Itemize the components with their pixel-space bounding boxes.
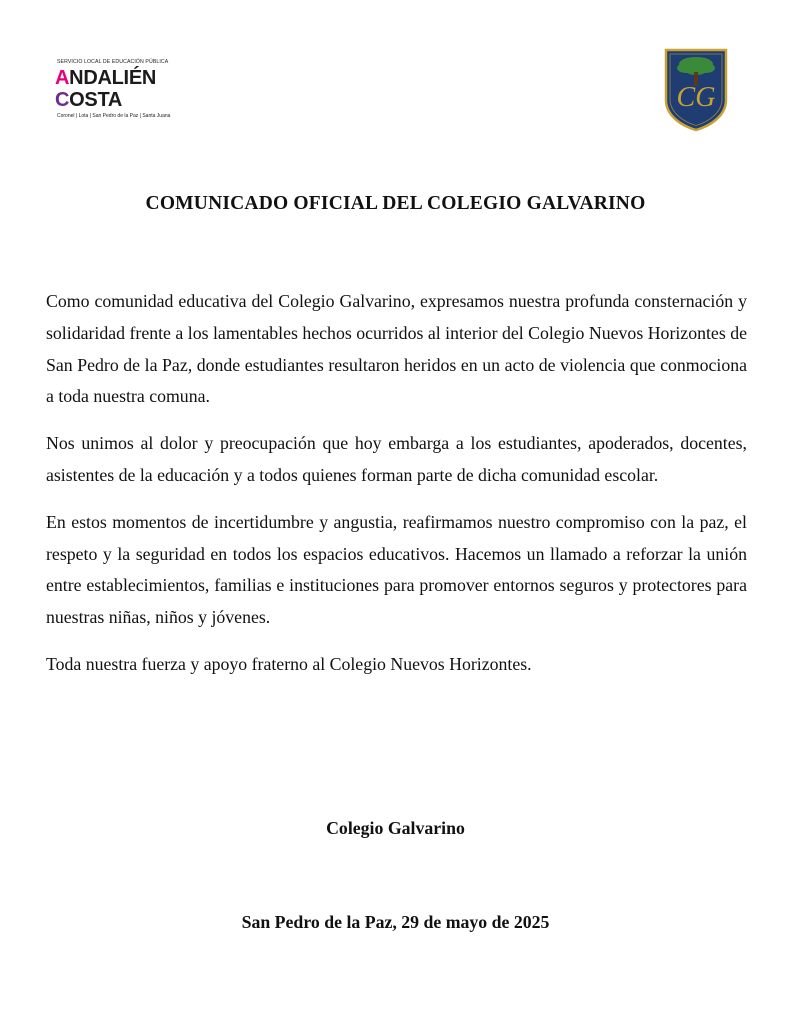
logo-name-line1 — [55, 68, 156, 88]
crest-initials: CG — [676, 82, 716, 113]
logo-letter: S — [84, 89, 98, 111]
logo-letter: A — [55, 67, 70, 89]
logo-name-line2-text — [55, 89, 122, 111]
andalien-costa-logo — [55, 56, 185, 126]
logo-letter: O — [69, 89, 85, 111]
logo-letter: L — [111, 67, 124, 89]
dateline: San Pedro de la Paz, 29 de mayo de 2025 — [241, 912, 550, 932]
logo-letter: I — [123, 67, 129, 89]
logo-name-line2 — [55, 90, 122, 110]
logo-letter: A — [107, 89, 123, 111]
logo-letter: D — [83, 67, 98, 89]
document-body — [46, 286, 747, 696]
paragraph: Toda nuestra fuerza y apoyo fraterno al Colegio Nuevos Horizontes. — [46, 653, 532, 674]
logo-letter: N — [141, 67, 157, 89]
logo-letter: A — [97, 67, 112, 89]
logo-letter: C — [55, 89, 70, 111]
paragraph: En estos momentos de incertidumbre y angustia, reafirmamos nuestro compromiso con la paz, el respeto y la seguridad en todos los espacios educativos. Hacemos un llamado a reforzar la unión entre establecimientos, familias e instituciones para promover entornos seguros y protectores para nuestras niñas, niños y jóvenes. — [46, 511, 747, 628]
colegio-galvarino-crest — [664, 48, 728, 132]
paragraph: Como comunidad educativa del Colegio Galvarino, expresamos nuestra profunda consternación y solidaridad frente a los lamentables hechos ocurridos al interior del Colegio Nuevos Horizontes de San Pedro de la Paz, donde estudiantes resultaron heridos en un acto de violencia que conmociona a toda nuestra comuna. — [46, 291, 747, 407]
logo-letter: T — [97, 89, 108, 111]
document-title: COMUNICADO OFICIAL DEL COLEGIO GALVARINO — [145, 193, 646, 214]
signature: Colegio Galvarino — [326, 818, 465, 838]
logo-letter: É — [128, 67, 142, 89]
paragraph: Nos unimos al dolor y preocupación que hoy embarga a los estudiantes, apoderados, docentes, asistentes de la educación y a todos quienes forman parte de dicha comunidad escolar. — [46, 433, 747, 485]
logo-service-label: SERVICIO LOCAL DE EDUCACIÓN PÚBLICA — [57, 59, 169, 65]
logo-letter: N — [69, 67, 84, 89]
logo-communes: Coronel | Lota | San Pedro de la Paz | Santa Juana — [57, 113, 171, 119]
logo-name-line1-text — [55, 67, 156, 89]
